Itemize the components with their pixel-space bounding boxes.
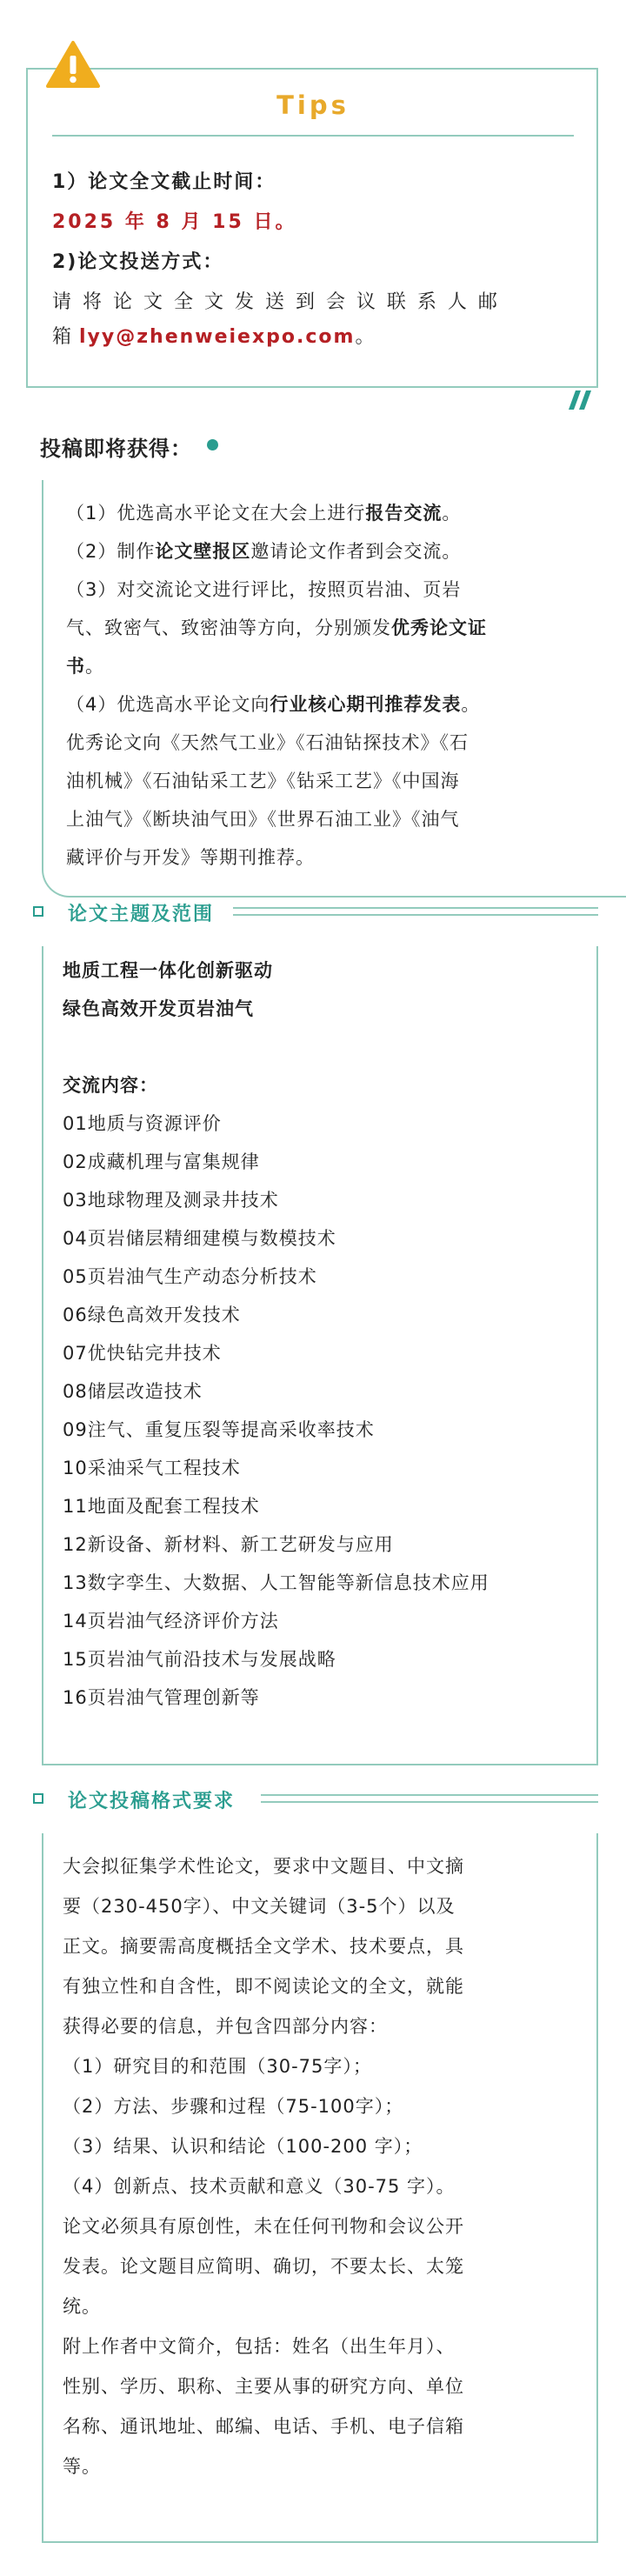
gains-line-emphasis: 行业核心期刊推荐发表: [270, 694, 462, 715]
format-line: 正文。摘要需高度概括全文学术、技术要点，具: [63, 1936, 464, 1957]
gains-line-text: 藏评价与开发》等期刊推荐。: [66, 847, 315, 868]
gains-line: [66, 764, 572, 798]
topic-item: 14页岩油气经济评价方法: [63, 1611, 279, 1632]
tips-title: Tips: [276, 90, 350, 120]
format-line: 论文必须具有原创性，未在任何刊物和会议公开: [63, 2216, 464, 2237]
gains-line-text: 气、致密气、致密油等方向，分别颁发: [66, 617, 391, 638]
format-line: 大会拟征集学术性论文，要求中文题目、中文摘: [63, 1856, 464, 1877]
topics-section-title: 论文主题及范围: [68, 904, 215, 925]
format-line: （3）结果、认识和结论（100-200 字）；: [63, 2136, 423, 2157]
gains-line: [66, 725, 572, 760]
tips-divider: [52, 135, 574, 137]
theme-line-1: 地质工程一体化创新驱动: [63, 960, 273, 981]
gains-line: [66, 649, 572, 684]
theme-line-2: 绿色高效开发页岩油气: [63, 998, 254, 1019]
topic-item: 02成藏机理与富集规律: [63, 1151, 260, 1172]
format-line: 获得必要的信息，并包含四部分内容：: [63, 2016, 388, 2037]
gains-line: [66, 611, 572, 645]
topic-item: 09注气、重复压裂等提高采收率技术: [63, 1419, 375, 1440]
topic-item: 15页岩油气前沿技术与发展战略: [63, 1649, 336, 1670]
topics-header-lines: [233, 907, 598, 916]
gains-line: [66, 572, 572, 607]
gains-line-text: 优秀论文向《天然气工业》《石油钻探技术》《石: [66, 732, 469, 753]
gains-line: [66, 534, 572, 569]
format-line: 有独立性和自含性，即不阅读论文的全文，就能: [63, 1976, 464, 1997]
format-line: 要（230-450字）、中文关键词（3-5个）以及: [63, 1896, 456, 1917]
gains-line: [66, 840, 572, 875]
format-line: （4）创新点、技术贡献和意义（30-75 字）。: [63, 2176, 456, 2197]
contact-email[interactable]: lyy@zhenweiexpo.com: [79, 326, 356, 348]
gains-line-text: 油机械》《石油钻采工艺》《钻采工艺》《中国海: [66, 771, 460, 791]
gains-line-text: （1）优选高水平论文在大会上进行: [66, 503, 366, 524]
topic-item: 13数字孪生、大数据、人工智能等新信息技术应用: [63, 1572, 489, 1593]
topic-item: 11地面及配套工程技术: [63, 1496, 260, 1517]
gains-line-emphasis: 优秀论文证: [391, 617, 487, 638]
gains-heading: 投稿即将获得：: [40, 437, 192, 461]
method-text-2: [52, 322, 375, 349]
format-line: 统。: [63, 2296, 101, 2317]
gains-line-text: （2）制作: [66, 541, 156, 562]
double-slash-decoration-icon: [563, 390, 593, 410]
gains-line-suffix: 。: [85, 656, 104, 677]
format-line: （1）研究目的和范围（30-75字）；: [63, 2056, 372, 2077]
warning-icon: [45, 40, 101, 89]
format-line: （2）方法、步骤和过程（75-100字）；: [63, 2096, 404, 2117]
format-line: 性别、学历、职称、主要从事的研究方向、单位: [63, 2376, 464, 2397]
topic-item: 12新设备、新材料、新工艺研发与应用: [63, 1534, 394, 1555]
format-square-icon: [33, 1793, 43, 1804]
gains-line: [66, 496, 572, 531]
content-label: 交流内容：: [63, 1075, 158, 1096]
deadline-date: 2025 年 8 月 15 日。: [52, 211, 297, 233]
gains-line-text: （4）优选高水平论文向: [66, 694, 270, 715]
method-text-1: 请 将 论 文 全 文 发 送 到 会 议 联 系 人 邮: [52, 291, 500, 313]
method-label: 2)论文投送方式：: [52, 251, 224, 273]
topic-item: 08储层改造技术: [63, 1381, 203, 1402]
topics-square-icon: [33, 906, 43, 917]
topic-item: 10采油采气工程技术: [63, 1458, 241, 1478]
gains-line-emphasis: 报告交流: [365, 503, 443, 524]
deadline-label: 1）论文全文截止时间：: [52, 171, 276, 193]
topic-item: 06绿色高效开发技术: [63, 1305, 241, 1325]
topic-item: 01地质与资源评价: [63, 1113, 222, 1134]
format-header-lines: [261, 1794, 598, 1803]
gains-line-emphasis: 论文壁报区: [155, 541, 251, 562]
topic-item: 16页岩油气管理创新等: [63, 1687, 260, 1708]
format-line: 发表。论文题目应简明、确切，不要太长、太笼: [63, 2256, 464, 2277]
gains-line-text: 上油气》《断块油气田》《世界石油工业》《油气: [66, 809, 460, 830]
gains-dot-icon: [207, 439, 218, 450]
gains-line: [66, 687, 572, 722]
method-text-prefix: 箱: [52, 326, 79, 348]
gains-line: [66, 802, 572, 837]
format-line: 等。: [63, 2456, 101, 2477]
gains-line-suffix: 。: [442, 503, 462, 524]
gains-line-suffix: 。: [461, 694, 481, 715]
format-line: 附上作者中文简介，包括：姓名（出生年月）、: [63, 2336, 456, 2357]
gains-line-suffix: 邀请论文作者到会交流。: [250, 541, 462, 562]
topic-item: 07优快钻完井技术: [63, 1343, 222, 1364]
topic-item: 04页岩储层精细建模与数模技术: [63, 1228, 336, 1249]
gains-line-emphasis: 书: [66, 656, 85, 677]
topic-item: 05页岩油气生产动态分析技术: [63, 1266, 317, 1287]
format-section-title: 论文投稿格式要求: [68, 1791, 236, 1812]
method-text-suffix: 。: [355, 326, 376, 348]
topic-item: 03地球物理及测录井技术: [63, 1190, 279, 1211]
gains-line-text: （3）对交流论文进行评比，按照页岩油、页岩: [66, 579, 462, 600]
format-line: 名称、通讯地址、邮编、电话、手机、电子信箱: [63, 2416, 464, 2437]
